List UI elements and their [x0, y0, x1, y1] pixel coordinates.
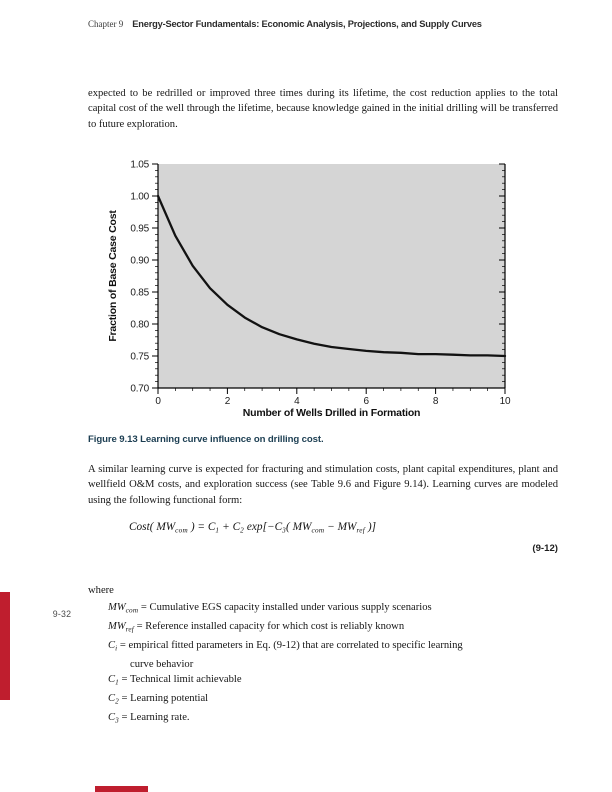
x-axis-title: Number of Wells Drilled in Formation — [242, 407, 421, 419]
definition-c-3: $C_3$ = Learning rate. — [108, 711, 190, 725]
y-tick-label: 1.05 — [130, 159, 149, 171]
y-tick-label: 0.90 — [130, 255, 149, 267]
where-lead: where — [88, 585, 114, 596]
x-tick-label: 0 — [155, 396, 161, 407]
equation-9-12: Cost( $MW_{com}$ ) = $C_1 + C_2$ $\exp[-C_3$( $MW_{com} - MW_{ref}$ )] — [129, 521, 377, 535]
y-tick-label: 0.70 — [130, 383, 149, 395]
definition-list — [108, 600, 560, 729]
figure-caption: Figure 9.13 Learning curve influence on drilling cost. — [88, 434, 324, 445]
chapter-side-tab — [0, 592, 10, 700]
x-tick-label: 10 — [499, 396, 511, 407]
y-tick-label: 0.95 — [130, 223, 149, 235]
page-header — [88, 14, 558, 32]
y-tick-label: 0.75 — [130, 351, 149, 363]
chapter-label: Chapter 9 — [88, 19, 124, 29]
y-tick-label: 1.00 — [130, 191, 149, 203]
definition-mw-ref: $MW_{ref}$ = Reference installed capacity for which cost is reliably known — [108, 620, 405, 634]
body-paragraph-1: expected to be redrilled or improved three times during its lifetime, the cost reduction applies to the total capital cost of the well through the lifetime, because knowledge gained in the initial drilling will be transferred to future exploration. — [88, 88, 558, 130]
x-tick-label: 6 — [363, 396, 369, 407]
body-paragraph-2: A similar learning curve is expected for fracturing and stimulation costs, plant capital expenditures, plant and wellfield O&M costs, and exploration success (see Table 9.6 and Figure 9.14). Learning curves are modeled using the following functional form: — [88, 464, 558, 506]
figure-9-13-chart — [104, 150, 516, 422]
chapter-title: Energy-Sector Fundamentals: Economic Analysis, Projections, and Supply Curves — [132, 19, 482, 29]
x-tick-label: 2 — [224, 396, 231, 407]
y-axis-title: Fraction of Base Case Cost — [107, 210, 119, 342]
learning-curve-plot — [104, 150, 516, 422]
bottom-edge-tab — [95, 786, 148, 792]
page-number: 9-32 — [52, 609, 72, 619]
y-tick-label: 0.85 — [130, 287, 149, 299]
x-tick-label: 8 — [432, 396, 439, 407]
definition-c-i: $C_i$ = empirical fitted parameters in Eq. (9-12) that are correlated to specific learning curve behavior — [108, 639, 463, 670]
y-tick-label: 0.80 — [130, 319, 149, 331]
x-tick-label: 4 — [294, 396, 300, 407]
equation-number: (9-12) — [532, 543, 558, 554]
definition-mw-com: $MW_{com}$ = Cumulative EGS capacity installed under various supply scenarios — [108, 602, 432, 615]
definition-c-2: $C_2$ = Learning potential — [108, 693, 209, 706]
definition-c-1: $C_1$ = Technical limit achievable — [108, 674, 242, 687]
